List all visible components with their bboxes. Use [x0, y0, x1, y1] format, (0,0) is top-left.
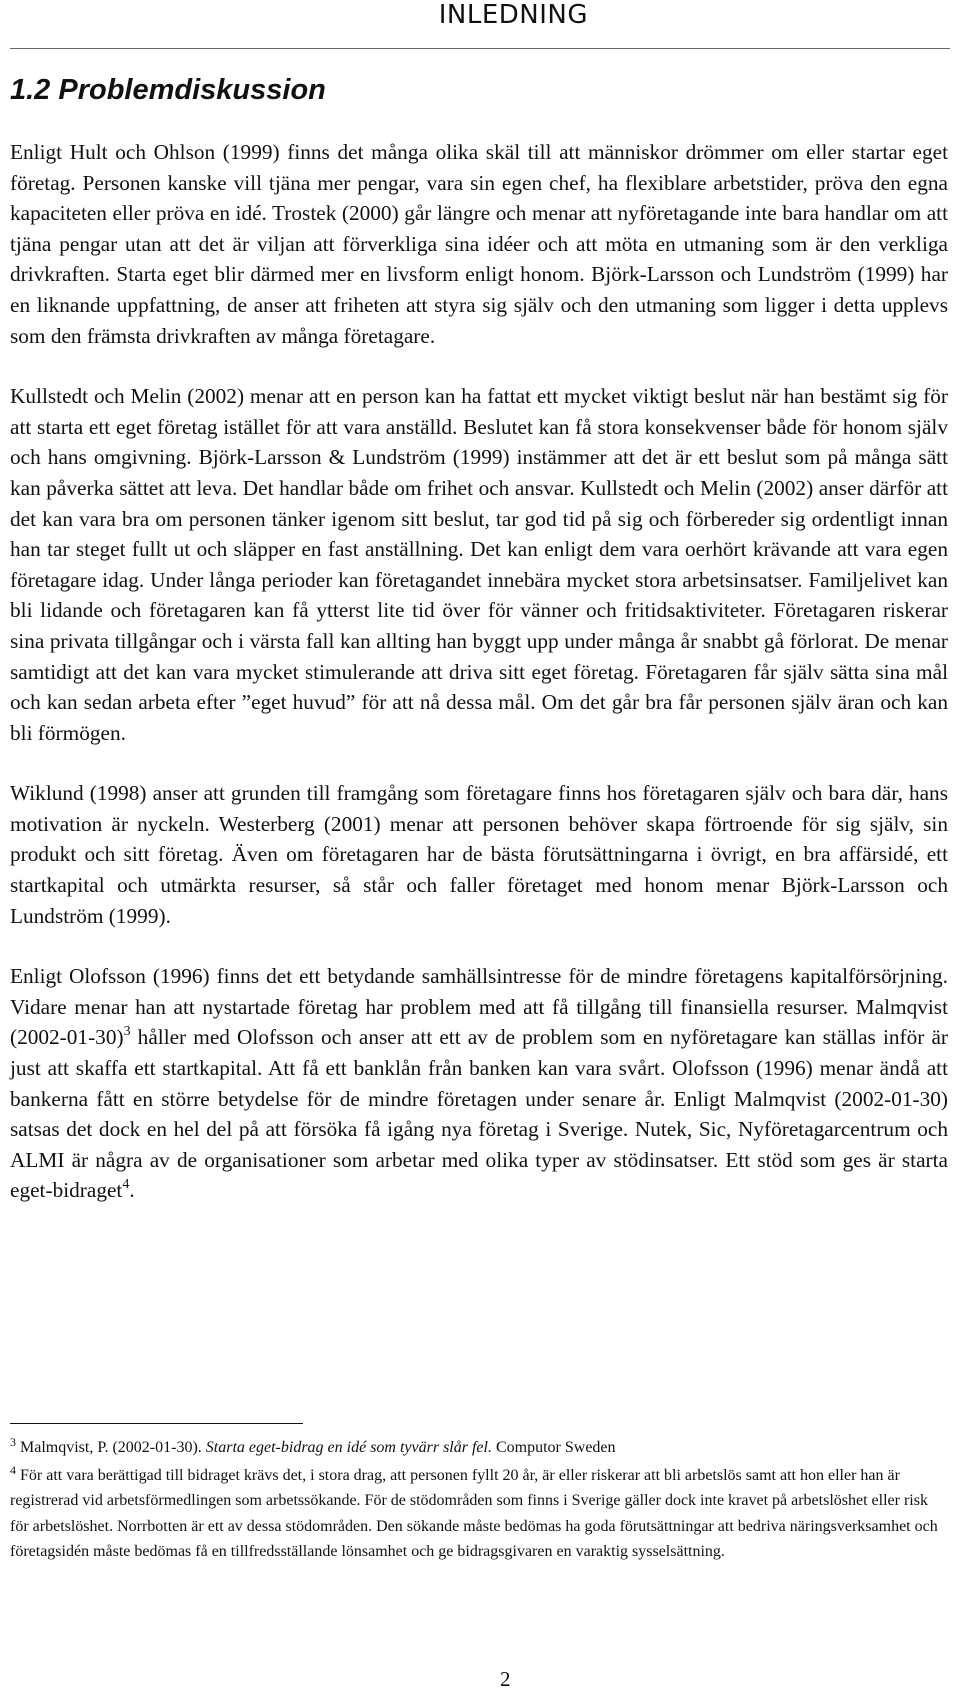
paragraph-4-part-2: håller med Olofsson och anser att ett av de problem som en nyföretagare kan ställas inför är just att skaffa ett startkapital. Att få ett banklån från banken kan vara svårt. Olofsson (1996) menar ändå att bankerna fått en större betydelse för de mindre företagen under senare år. Enligt Malmqvist (2002-01-30) satsas det dock en hel del på att försöka få igång nya företag i Sverige. Nutek, Sic, Nyföretagarcentrum och ALMI är några av de organisationer som arbetar med olika typer av stödinsatser. Ett stöd som ges är starta eget-bidraget: [10, 1025, 948, 1203]
footnote-ref-4[interactable]: 4: [122, 1177, 130, 1193]
paragraph-4-part-3: .: [129, 1178, 135, 1203]
footnotes: [10, 1435, 948, 1567]
footnote-ref-3[interactable]: 3: [123, 1024, 131, 1040]
page-number: 2: [500, 1667, 511, 1691]
footnote-3-publisher: Computor Sweden: [491, 1439, 616, 1456]
paragraph-2: Kullstedt och Melin (2002) menar att en person kan ha fattat ett mycket viktigt beslut när han bestämt sig för att starta ett eget företag istället för att vara anställd. Beslutet kan få stora konsekvenser både för honom själv och hans omgivning. Björk-Larsson & Lundström (1999) instämmer att det är ett beslut som på många sätt kan påverka sättet att leva. Det handlar både om frihet och ansvar. Kullstedt och Melin (2002) anser därför att det kan vara bra om personen tänker igenom sitt beslut, tar god tid på sig och förbereder sig ordentligt innan han tar steget fullt ut och släpper en fast anställning. Det kan enligt dem vara oerhört krävande att vara egen företagare idag. Under långa perioder kan företagandet innebära mycket stora arbetsinsatser. Familjelivet kan bli lidande och företagaren kan få ytterst lite tid över för vänner och fritidsaktiviteter. Företagaren riskerar sina privata tillgångar och i värsta fall kan allting han byggt upp under många år snabbt gå förlorat. De menar samtidigt att det kan vara mycket stimulerande att driva sitt eget företag. Företagaren får själv sätta sina mål och kan sedan arbeta efter ”eget huvud” för att nå dessa mål. Om det går bra får personen själv äran och kan bli förmögen.: [10, 384, 948, 745]
footnote-3-author: Malmqvist, P. (2002-01-30).: [16, 1439, 206, 1456]
running-header: INLEDNING: [438, 0, 588, 30]
footnote-4-marker: 4: [10, 1462, 16, 1477]
body-text: [10, 137, 948, 1206]
header-rule: [10, 48, 950, 49]
paragraph-4-part-1: Enligt Olofsson (1996) finns det ett betydande samhällsintresse för de mindre företagens kapitalförsörjning. Vidare menar han att nystartade företag har problem med att få tillgång till finansiella resurser. Malmqvist (2002-01-30): [10, 964, 948, 1050]
footnote-3-title: Starta eget-bidrag en idé som tyvärr slår fel.: [205, 1439, 492, 1456]
paragraph-4: [10, 961, 948, 1206]
footnote-4: [10, 1463, 948, 1565]
section-title: 1.2 Problemdiskussion: [10, 74, 326, 106]
paragraph-3: Wiklund (1998) anser att grunden till framgång som företagare finns hos företagaren själv och bara där, hans motivation är nyckeln. Westerberg (2001) menar att personen behöver skapa förtroende för sig själv, sin produkt och sitt företag. Även om företagaren har de bästa förutsättningarna i övrigt, en bra affärsidé, ett startkapital och utmärkta resurser, så står och faller företaget med honom menar Björk-Larsson och Lundström (1999).: [10, 781, 948, 928]
footnote-rule: [10, 1423, 303, 1424]
footnote-4-text: För att vara berättigad till bidraget krävs det, i stora drag, att personen fyllt 20 år, är eller riskerar att bli arbetslös samt att hon eller han är registrerad vid arbetsförmedlingen som arbetssökande. För de stödområden som finns i Sverige gäller dock inte kravet på arbetslöshet eller risk för arbetslöshet. Norrbotten är ett av dessa stödområden. Den sökande måste bedömas ha goda förutsättningar att bedriva näringsverksamhet och företagsidén måste bedömas få en tillfredsställande lönsamhet och ge bidragsgivaren en varaktig sysselsättning.: [10, 1466, 938, 1560]
paragraph-1: Enligt Hult och Ohlson (1999) finns det många olika skäl till att människor drömmer om eller startar eget företag. Personen kanske vill tjäna mer pengar, vara sin egen chef, ha flexiblare arbetstider, pröva den egna kapaciteten eller pröva en idé. Trostek (2000) går längre och menar att nyföretagande inte bara handlar om att tjäna pengar utan att det är viljan att förverkliga sina idéer och att möta en utmaning som är den verkliga drivkraften. Starta eget blir därmed mer en livsform enligt honom. Björk-Larsson och Lundström (1999) har en liknande uppfattning, de anser att friheten att styra sig själv och den utmaning som ligger i detta upplevs som den främsta drivkraften av många företagare.: [10, 140, 948, 348]
footnote-3-marker: 3: [10, 1435, 16, 1449]
footnote-3: [10, 1435, 948, 1461]
